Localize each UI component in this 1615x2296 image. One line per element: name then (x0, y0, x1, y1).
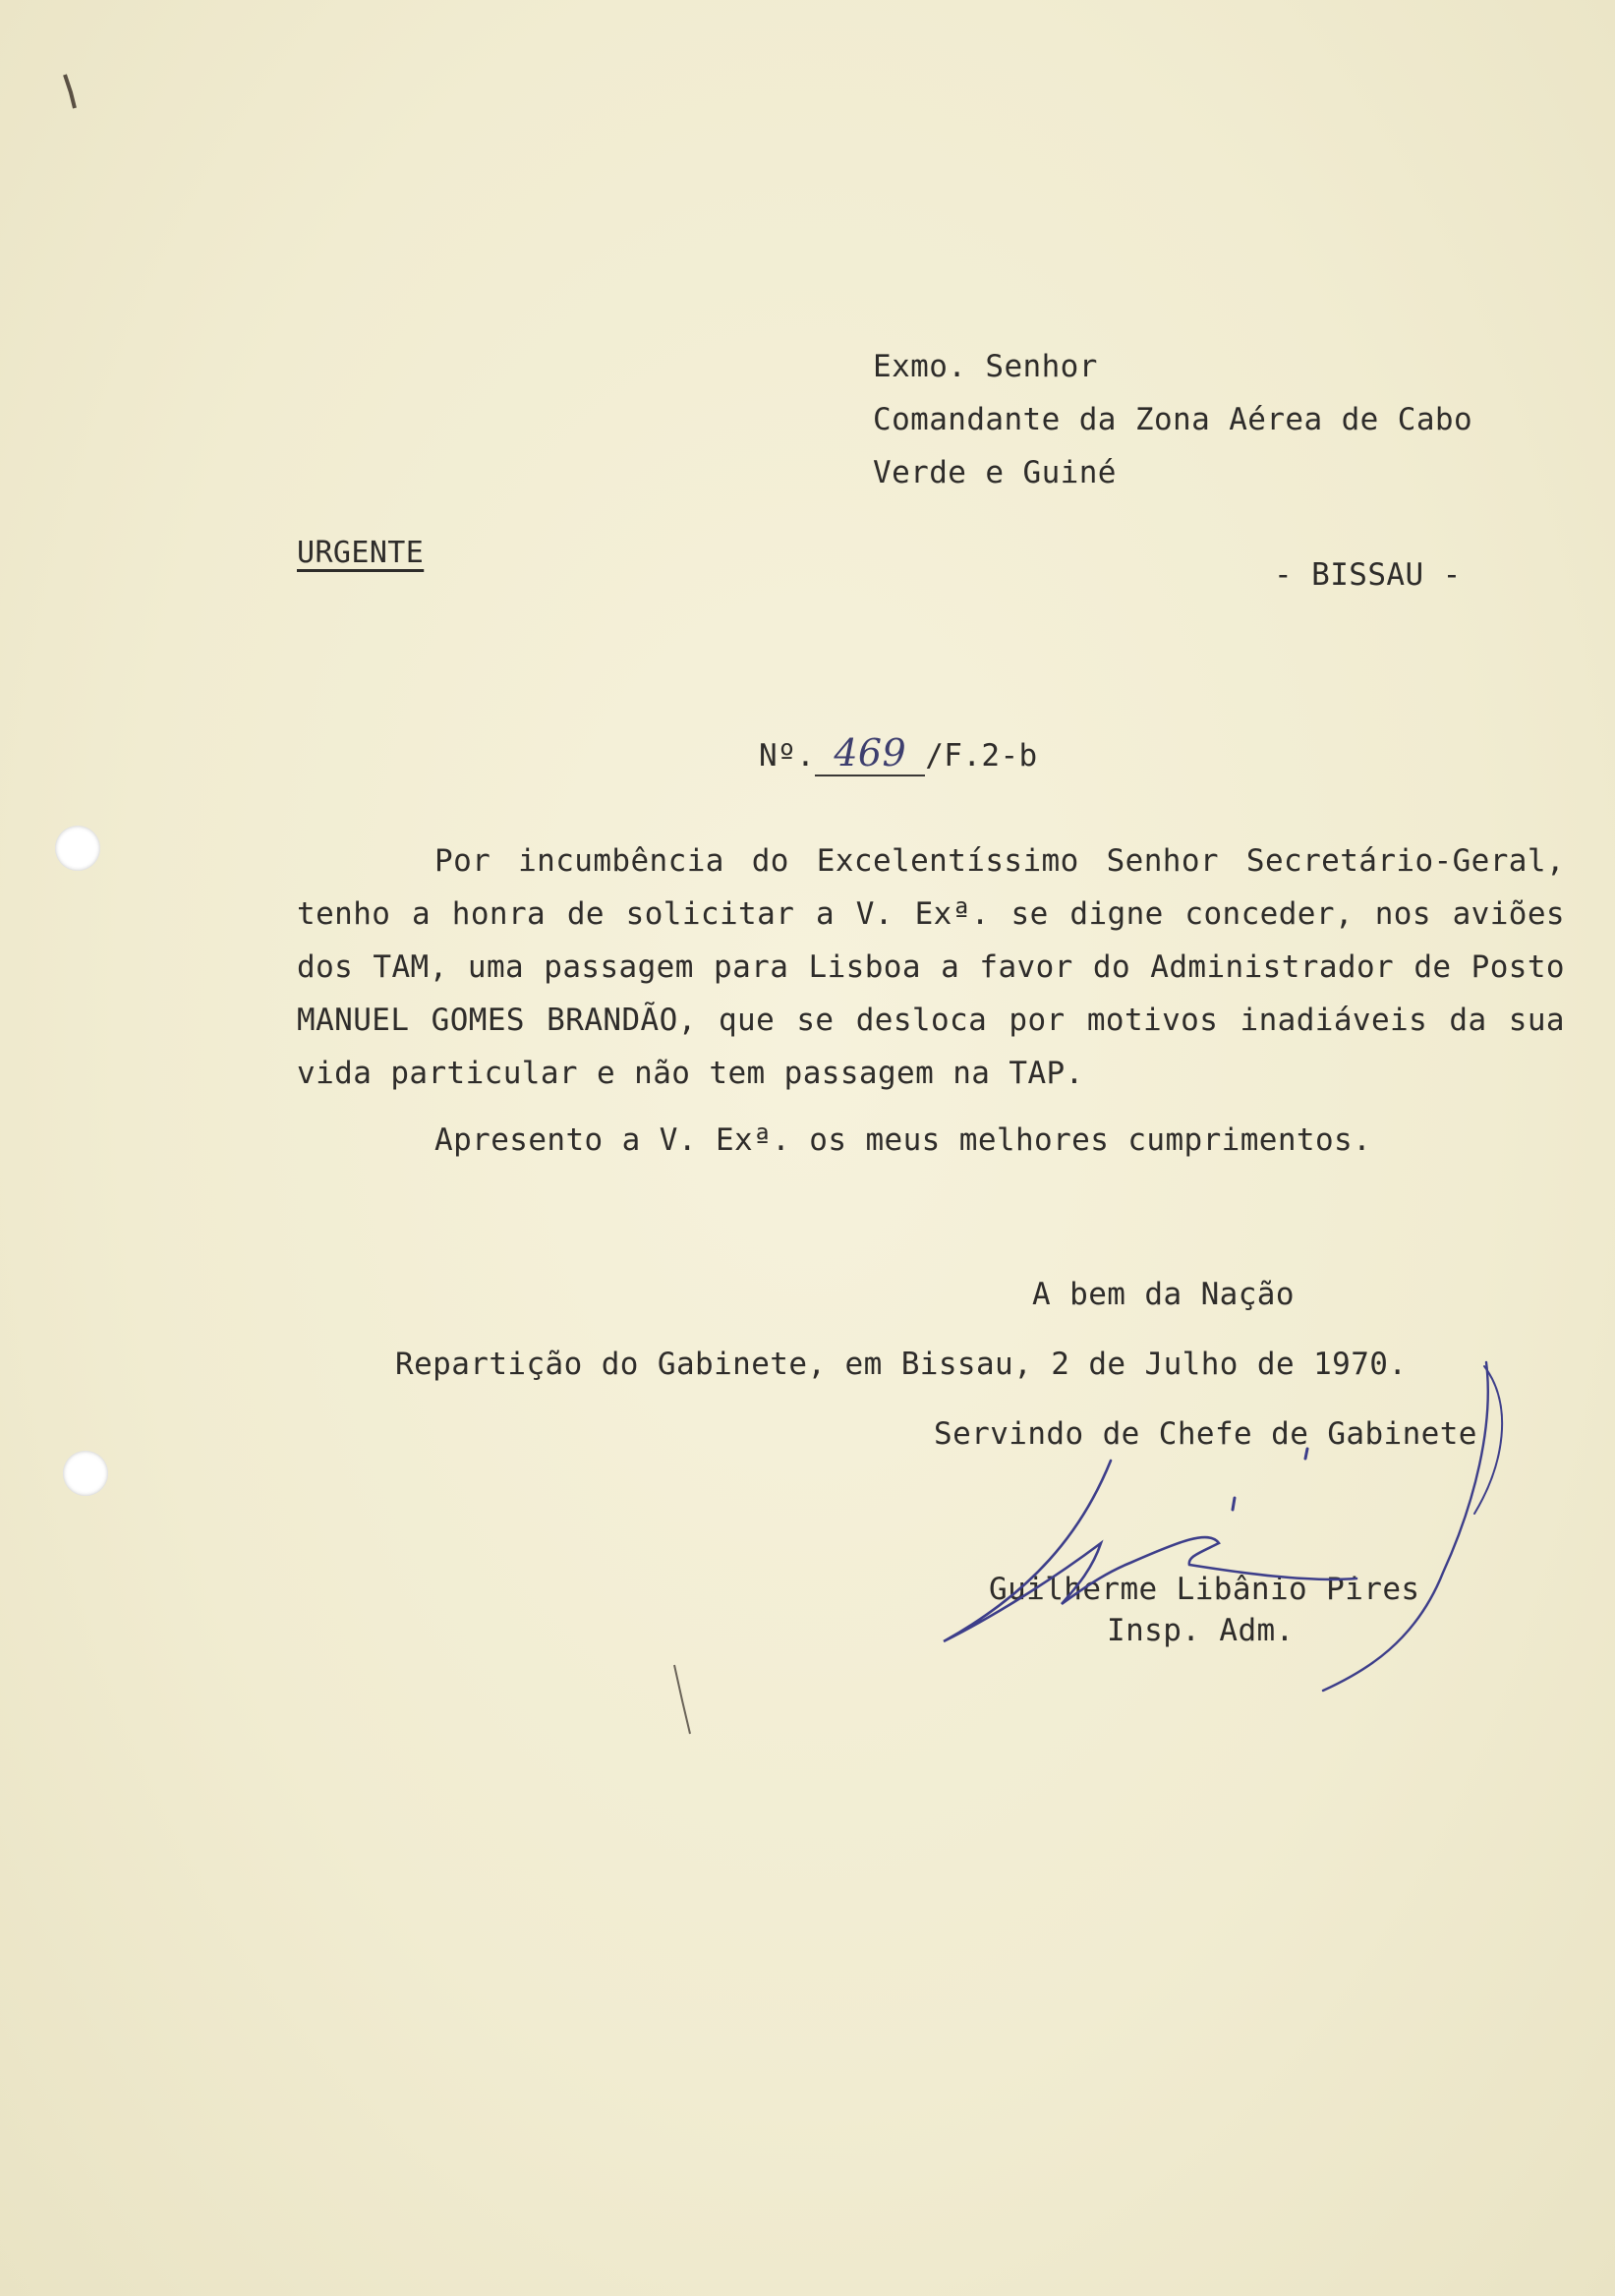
salutation: A bem da Nação (1032, 1277, 1295, 1312)
addressee-block (873, 340, 1472, 499)
reference-number (759, 729, 1038, 782)
reference-handwritten-number: 469 (815, 731, 925, 776)
signatory-role: Servindo de Chefe de Gabinete (934, 1416, 1477, 1452)
paper-mark (61, 73, 81, 112)
letter-body: Por incumbência do Excelentíssimo Senhor Secretário-Geral, tenho a honra de solicitar a V. Exª. se digne conceder, nos aviões dos TAM, uma passagem para Lisboa a favor do Administrador de Posto MANUEL GOMES BRANDÃO, que se desloca por motivos inadiáveis da sua vida particular e não tem passagem na TAP. (297, 843, 1565, 1091)
punch-hole-bottom (63, 1451, 108, 1496)
reference-suffix: /F.2-b (925, 738, 1038, 774)
reference-prefix: Nº. (759, 738, 816, 774)
punch-hole-top (55, 826, 100, 871)
destination-label: - BISSAU - (1274, 557, 1462, 593)
closing-line: Apresento a V. Exª. os meus melhores cumprimentos. (434, 1122, 1372, 1158)
addressee-line-3: Verde e Guiné (873, 455, 1117, 490)
urgency-label: URGENTE (297, 536, 425, 570)
paper-crease-mark (668, 1661, 698, 1740)
signatory-name: Guilherme Libânio Pires (989, 1572, 1420, 1607)
handwritten-signature (924, 1347, 1514, 1710)
signatory-title: Insp. Adm. (1107, 1613, 1295, 1648)
addressee-line-1: Exmo. Senhor (873, 349, 1098, 384)
place-date: Repartição do Gabinete, em Bissau, 2 de Julho de 1970. (395, 1347, 1408, 1382)
addressee-line-2: Comandante da Zona Aérea de Cabo (873, 402, 1473, 437)
